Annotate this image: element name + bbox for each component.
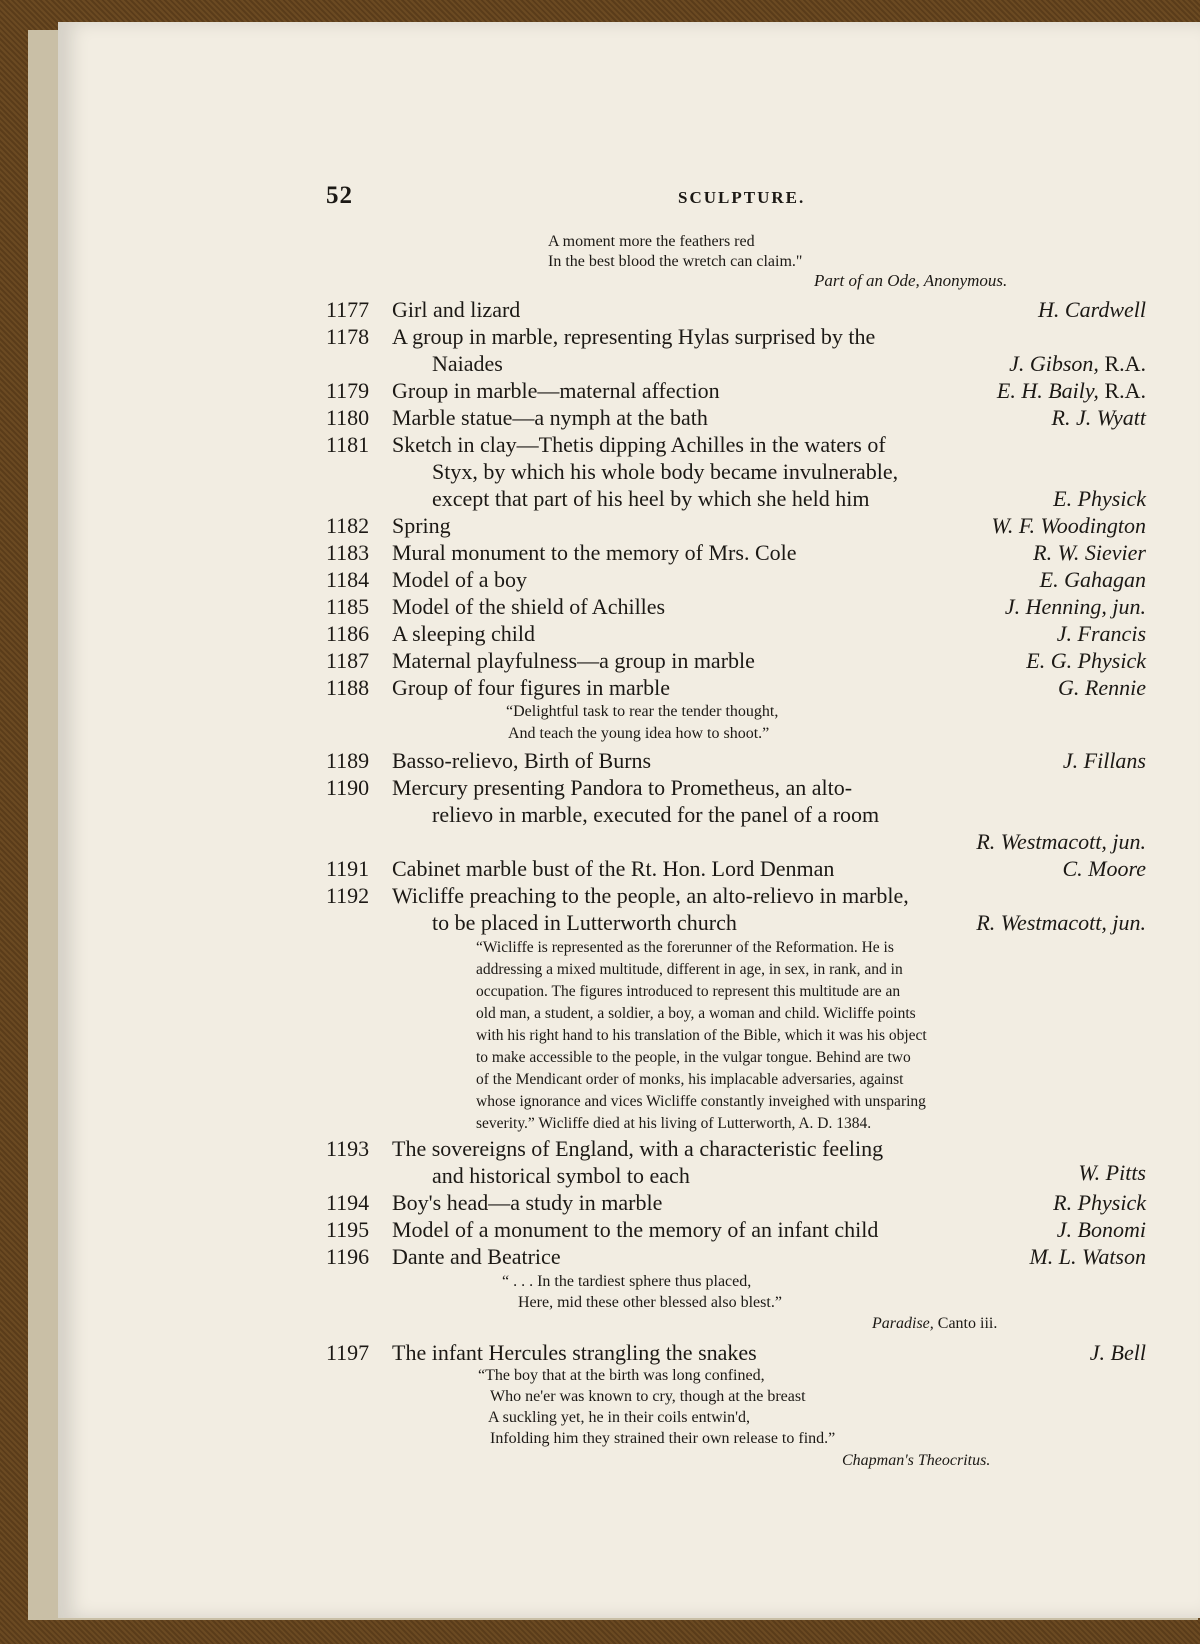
entry-artist: G. Rennie (1058, 675, 1146, 700)
note-line: to make accessible to the people, in the vulgar tongue. Behind are two (476, 1049, 911, 1066)
quote-line: “The boy that at the birth was long confined, (478, 1367, 765, 1384)
entry-title-continued: to be placed in Lutterworth church (432, 910, 737, 935)
note-line: “Wicliffe is represented as the forerunner of the Reformation. He is (476, 939, 894, 956)
entry-number: 1194 (326, 1190, 370, 1215)
entry-artist (997, 378, 1146, 403)
quote-line: “ . . . In the tardiest sphere thus placed, (502, 1273, 752, 1290)
note-line: with his right hand to his translation of the Bible, which it was his object (476, 1027, 927, 1044)
entry-title: Model of the shield of Achilles (392, 594, 666, 619)
quote-source: Paradise, (872, 1315, 934, 1332)
entry-number: 1183 (326, 540, 370, 565)
quote-canto: Canto iii. (933, 1315, 998, 1332)
entry-number: 1182 (326, 513, 370, 538)
entry-artist: M. L. Watson (1029, 1244, 1146, 1269)
entry-artist: C. Moore (1062, 856, 1146, 881)
note-line: of the Mendicant order of monks, his implacable adversaries, against (476, 1071, 904, 1088)
entry-number: 1188 (326, 675, 370, 700)
entry-artist: R. Westmacott, jun. (976, 910, 1146, 935)
opening-verse-attribution (814, 271, 1007, 291)
quote-line: Here, mid these other blessed also blest.” (518, 1294, 782, 1311)
entry-title: Boy's head—a study in marble (392, 1190, 663, 1215)
entry-title: Dante and Beatrice (392, 1244, 561, 1269)
entry-title: Cabinet marble bust of the Rt. Hon. Lord Denman (392, 856, 835, 881)
note-line: addressing a mixed multitude, different in age, in sex, in rank, and in (476, 961, 903, 978)
entry-artist: E. Gahagan (1039, 567, 1146, 592)
entry-number: 1192 (326, 883, 370, 908)
entry-artist: J. Fillans (1062, 748, 1146, 773)
entry-artist: R. W. Sievier (1033, 540, 1146, 565)
entry-title-continued: Styx, by which his whole body became invulnerable, (432, 459, 899, 484)
entry-note (476, 937, 1110, 1135)
entry-title: Wicliffe preaching to the people, an alto-relievo in marble, (392, 883, 909, 908)
entry-number: 1193 (326, 1136, 370, 1161)
entry-title: Mural monument to the memory of Mrs. Cole (392, 540, 797, 565)
entry-title: Girl and lizard (392, 297, 521, 322)
attribution-prefix: Part of an Ode, (814, 271, 924, 290)
page-number: 52 (326, 182, 353, 209)
entry-title-continued: relievo in marble, executed for the panel of a room (432, 802, 880, 827)
entry-artist: H. Cardwell (1038, 297, 1146, 322)
entry-number: 1191 (326, 856, 370, 881)
quote-line: Who ne'er was known to cry, though at the breast (490, 1388, 806, 1405)
entry-title: Group in marble—maternal affection (392, 378, 720, 403)
book-page (58, 22, 1200, 1618)
entry-title: The sovereigns of England, with a characteristic feeling (392, 1136, 884, 1161)
note-line: occupation. The figures introduced to represent this multitude are an (476, 983, 901, 1000)
note-line: old man, a student, a soldier, a boy, a woman and child. Wicliffe points (476, 1005, 916, 1022)
entry-number: 1178 (326, 324, 370, 349)
entry-artist: J. Bonomi (1056, 1217, 1146, 1242)
quote-attribution (872, 1314, 997, 1334)
note-line: whose ignorance and vices Wicliffe constantly inveighed with unsparing (476, 1093, 926, 1110)
attribution-source: Anonymous. (923, 271, 1008, 290)
entry-artist: R. J. Wyatt (1051, 405, 1146, 430)
entry-number: 1181 (326, 432, 370, 457)
entry-number: 1189 (326, 748, 370, 773)
entry-number: 1197 (326, 1340, 370, 1365)
entry-artist: E. Physick (1053, 486, 1146, 511)
entry-artist: J. Henning, jun. (1004, 594, 1146, 619)
entry-number: 1179 (326, 378, 370, 403)
note-line: severity.” Wicliffe died at his living of Lutterworth, A. D. 1384. (476, 1115, 872, 1132)
quote-line: “Delightful task to rear the tender thought, (506, 703, 779, 720)
artist-name: J. Gibson, (1009, 351, 1099, 376)
entry-title: Model of a monument to the memory of an infant child (392, 1217, 879, 1242)
entry-number: 1186 (326, 621, 370, 646)
entry-number: 1185 (326, 594, 370, 619)
entry-artist: R. Physick (1053, 1190, 1146, 1215)
quote-attribution: Chapman's Theocritus. (842, 1452, 991, 1469)
entry-number: 1190 (326, 775, 370, 800)
entry-title: A group in marble, representing Hylas surprised by the (392, 324, 876, 349)
opening-verse-line: A moment more the feathers red (548, 233, 755, 250)
artist-suffix: R.A. (1104, 351, 1146, 376)
entry-title-continued: and historical symbol to each (432, 1163, 690, 1188)
entry-title: Group of four figures in marble (392, 675, 670, 700)
entry-artist: R. Westmacott, jun. (976, 829, 1146, 854)
artist-name: E. H. Baily, (996, 378, 1099, 403)
entry-number: 1177 (326, 297, 370, 322)
entry-title-continued: Naiades (432, 351, 503, 376)
entry-title-continued: except that part of his heel by which she held him (432, 486, 870, 511)
entry-artist: E. G. Physick (1026, 648, 1146, 673)
opening-verse-line: In the best blood the wretch can claim." (548, 253, 803, 270)
quote-line: And teach the young idea how to shoot.” (508, 725, 770, 742)
entry-artist: W. F. Woodington (991, 513, 1146, 538)
page-header (58, 182, 1200, 212)
entry-title: Model of a boy (392, 567, 528, 592)
entry-number: 1195 (326, 1217, 370, 1242)
entry-number: 1180 (326, 405, 370, 430)
entry-title: Maternal playfulness—a group in marble (392, 648, 755, 673)
entry-number: 1196 (326, 1244, 370, 1269)
quote-line: Infolding him they strained their own release to find.” (490, 1430, 836, 1447)
entry-number: 1184 (326, 567, 370, 592)
entry-title: Marble statue—a nymph at the bath (392, 405, 708, 430)
running-title: SCULPTURE. (678, 188, 806, 207)
entry-number: 1187 (326, 648, 370, 673)
entry-title: Spring (392, 513, 451, 538)
entry-title: Sketch in clay—Thetis dipping Achilles in the waters of (392, 432, 886, 457)
entry-artist: W. Pitts (1078, 1160, 1146, 1185)
entry-title: Basso-relievo, Birth of Burns (392, 748, 652, 773)
entry-artist: J. Bell (1089, 1340, 1146, 1365)
artist-suffix: R.A. (1104, 378, 1146, 403)
entry-artist: J. Francis (1056, 621, 1146, 646)
entry-artist (1009, 351, 1146, 376)
entry-title: A sleeping child (392, 621, 535, 646)
entry-title: Mercury presenting Pandora to Prometheus, an alto- (392, 775, 853, 800)
quote-line: A suckling yet, he in their coils entwin'd, (488, 1409, 750, 1426)
entry-title: The infant Hercules strangling the snakes (392, 1340, 757, 1365)
